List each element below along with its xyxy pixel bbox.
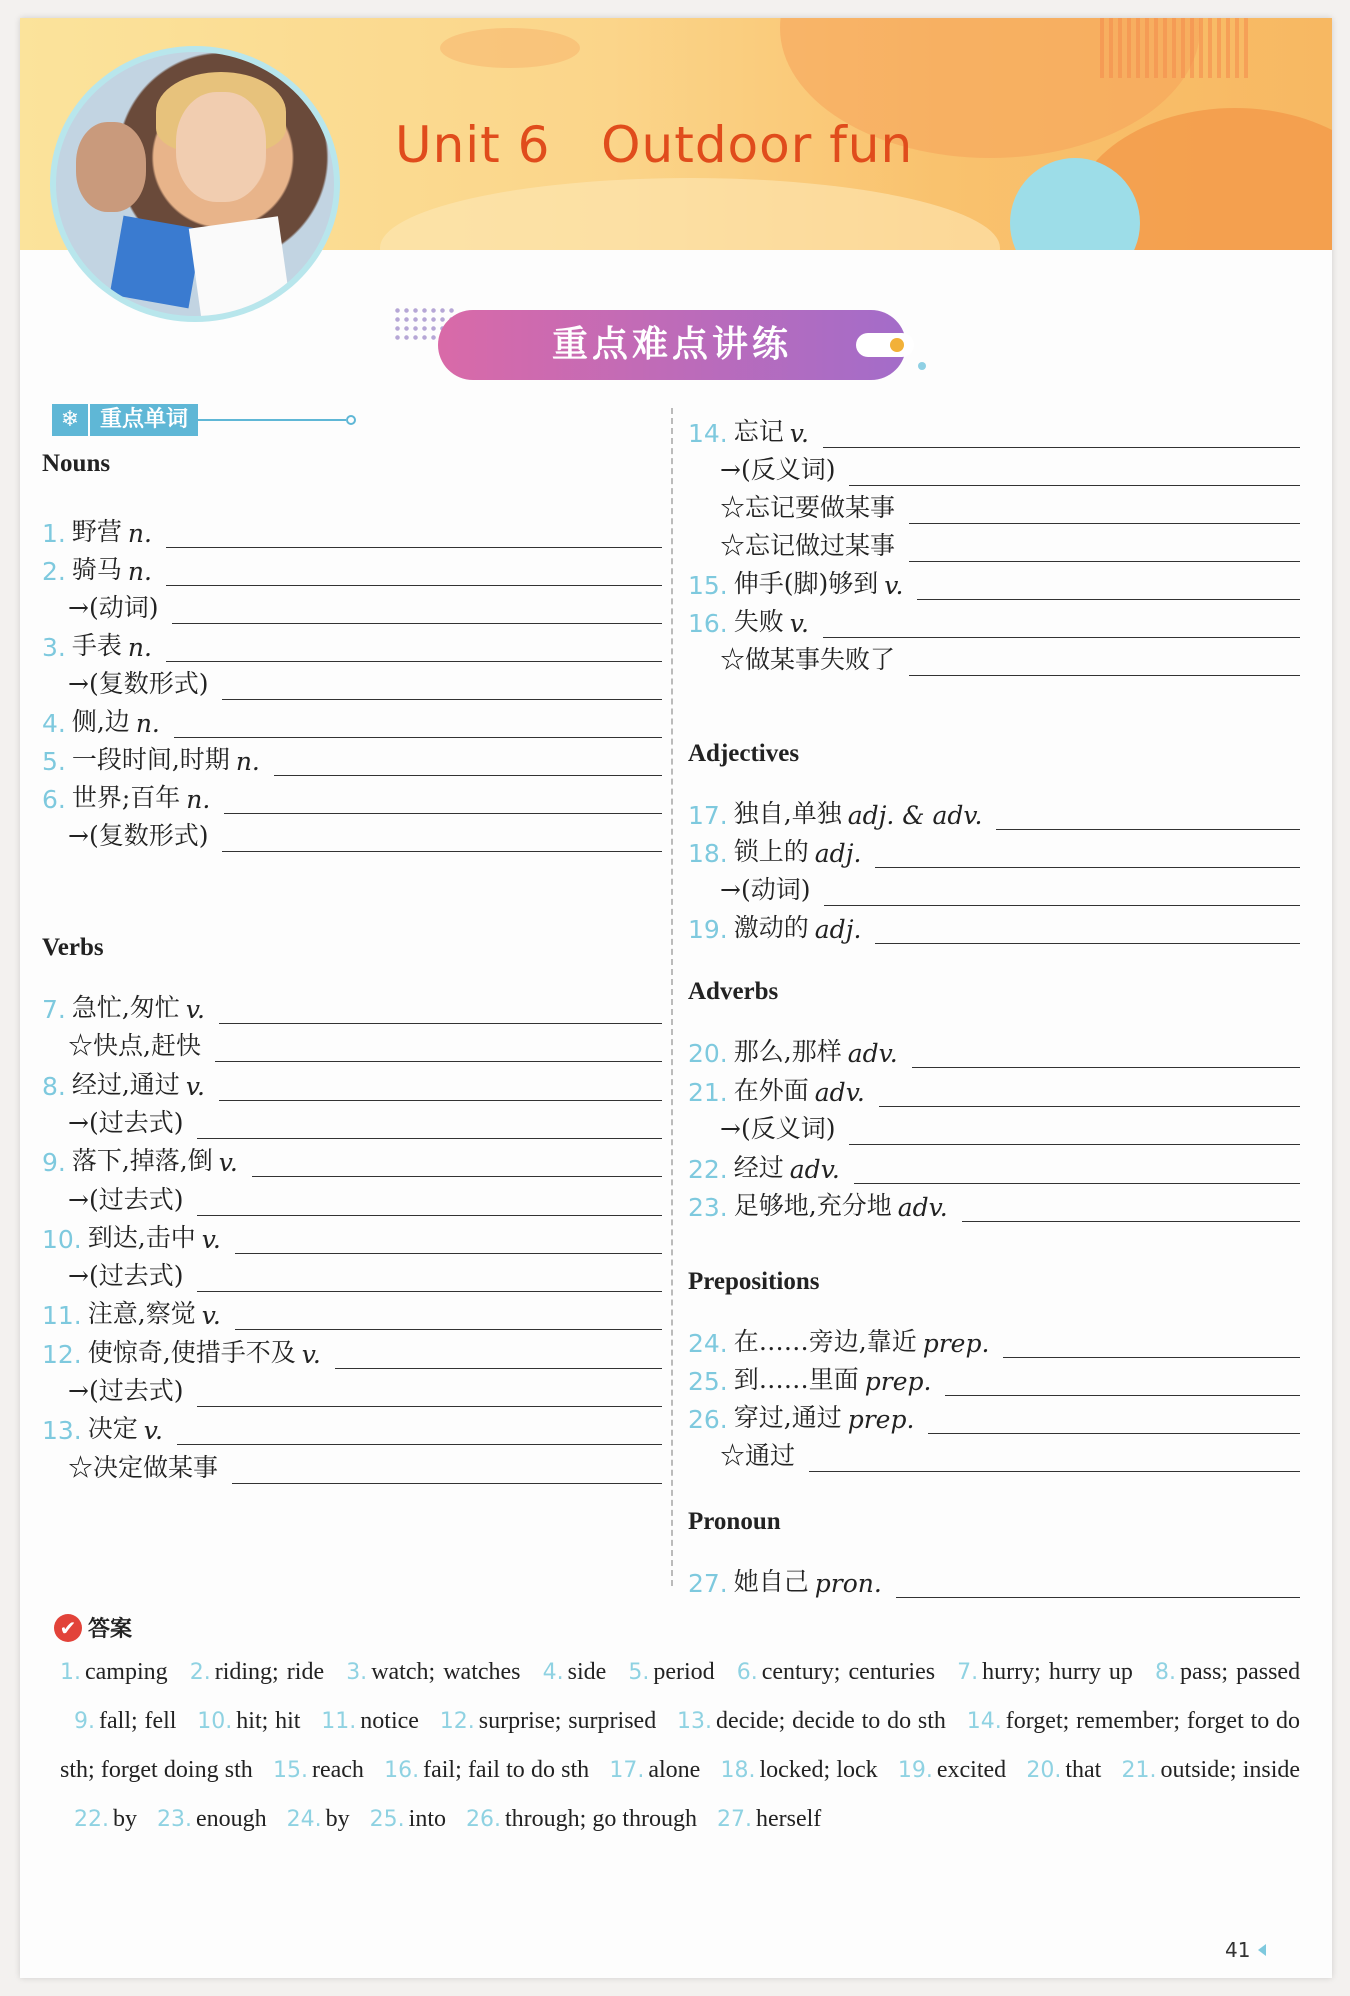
item-prompt: →(过去式) bbox=[68, 1184, 184, 1214]
item-number: 24. bbox=[688, 1329, 728, 1358]
answer-number: 27. bbox=[717, 1807, 752, 1832]
item-prompt: 在……旁边,靠近 bbox=[733, 1327, 917, 1356]
exercise-subitem bbox=[720, 1105, 1300, 1145]
item-prompt: →(动词) bbox=[68, 593, 159, 622]
part-of-speech: v. bbox=[301, 1339, 321, 1369]
part-of-speech: adj. & adv. bbox=[847, 801, 983, 830]
answer-blank[interactable] bbox=[215, 1032, 662, 1062]
part-of-speech: v. bbox=[789, 609, 809, 638]
item-number: 18. bbox=[688, 839, 728, 868]
answer-blank[interactable] bbox=[896, 1568, 1300, 1598]
item-prompt: 野营 bbox=[71, 517, 122, 546]
answer-blank[interactable] bbox=[823, 608, 1300, 638]
item-prompt: 侧,边 bbox=[71, 707, 130, 736]
item-prompt: 经过 bbox=[733, 1152, 784, 1182]
answer-text: herself bbox=[756, 1806, 822, 1832]
answer-number: 23. bbox=[157, 1807, 192, 1832]
part-of-speech: prep. bbox=[847, 1405, 915, 1434]
exercise-item bbox=[688, 828, 1300, 868]
page-number: 41 bbox=[1225, 1938, 1251, 1962]
answer-blank[interactable] bbox=[222, 822, 662, 852]
exercise-subitem bbox=[68, 1444, 662, 1484]
answer-blank[interactable] bbox=[177, 1415, 662, 1445]
item-number: 9. bbox=[42, 1148, 66, 1178]
item-prompt: ☆做某事失败了 bbox=[720, 645, 896, 674]
answer-text: that bbox=[1065, 1757, 1102, 1783]
answer-text: alone bbox=[648, 1757, 701, 1783]
answer-blank[interactable] bbox=[1003, 1328, 1300, 1358]
part-of-speech: n. bbox=[135, 709, 160, 738]
answer-text: outside; inside bbox=[1160, 1757, 1301, 1783]
item-number: 26. bbox=[688, 1405, 728, 1434]
check-icon: ✔ bbox=[54, 1614, 82, 1642]
part-of-speech: v. bbox=[218, 1148, 238, 1178]
part-of-speech: v. bbox=[185, 995, 205, 1024]
answers-heading bbox=[54, 1612, 132, 1643]
item-prompt: →(过去式) bbox=[68, 1376, 184, 1405]
answer-text: into bbox=[408, 1806, 446, 1832]
answer-text: period bbox=[653, 1659, 715, 1685]
part-of-speech: v. bbox=[884, 571, 904, 600]
exercise-item bbox=[688, 1182, 1300, 1222]
item-number: 16. bbox=[688, 609, 728, 638]
item-prompt: 到……里面 bbox=[733, 1365, 859, 1394]
item-number: 21. bbox=[688, 1077, 728, 1107]
answer-blank[interactable] bbox=[252, 1147, 662, 1177]
item-number: 3. bbox=[42, 633, 66, 662]
item-prompt: 使惊奇,使措手不及 bbox=[87, 1337, 296, 1367]
item-prompt: 急忙,匆忙 bbox=[71, 993, 180, 1022]
item-prompt: 落下,掉落,倒 bbox=[71, 1146, 213, 1176]
answer-number: 8. bbox=[1155, 1660, 1177, 1685]
item-prompt: →(过去式) bbox=[68, 1261, 184, 1291]
answers-title: 答案 bbox=[88, 1617, 133, 1642]
item-number: 1. bbox=[42, 519, 66, 548]
exercise-item bbox=[688, 790, 1300, 830]
answer-text: surprise; surprised bbox=[478, 1708, 657, 1734]
answer-blank[interactable] bbox=[174, 708, 662, 738]
item-prompt: 在外面 bbox=[733, 1075, 809, 1105]
answer-number: 6. bbox=[736, 1660, 758, 1685]
exercise-item bbox=[688, 598, 1300, 638]
exercise-item bbox=[688, 560, 1300, 600]
answer-number: 5. bbox=[628, 1660, 650, 1685]
answer-blank[interactable] bbox=[235, 1224, 662, 1254]
category-pronoun: Pronoun bbox=[688, 1508, 781, 1535]
part-of-speech: v. bbox=[143, 1416, 163, 1446]
answer-blank[interactable] bbox=[909, 532, 1300, 562]
exercise-subitem bbox=[68, 1252, 662, 1292]
answer-text: side bbox=[567, 1659, 607, 1685]
item-number: 15. bbox=[688, 571, 728, 600]
category-prepositions: Prepositions bbox=[688, 1268, 820, 1295]
answer-blank[interactable] bbox=[197, 1186, 662, 1216]
item-number: 7. bbox=[42, 995, 66, 1024]
answer-text: by bbox=[325, 1806, 350, 1832]
item-number: 27. bbox=[688, 1569, 728, 1598]
item-number: 17. bbox=[688, 801, 728, 830]
answer-blank[interactable] bbox=[335, 1339, 662, 1369]
answer-blank[interactable] bbox=[854, 1154, 1300, 1184]
item-number: 23. bbox=[688, 1193, 728, 1222]
item-prompt: 决定 bbox=[87, 1414, 138, 1444]
answer-number: 4. bbox=[542, 1660, 564, 1685]
answer-blank[interactable] bbox=[166, 556, 662, 586]
part-of-speech: adj. bbox=[814, 839, 862, 868]
part-of-speech: adv. bbox=[897, 1193, 948, 1222]
item-prompt: →(过去式) bbox=[68, 1107, 184, 1137]
item-number: 20. bbox=[688, 1039, 728, 1068]
exercise-subitem bbox=[720, 636, 1300, 676]
answer-text: watch; watches bbox=[371, 1659, 521, 1685]
column-divider bbox=[671, 408, 673, 1586]
item-number: 10. bbox=[42, 1224, 82, 1254]
item-prompt: →(反义词) bbox=[720, 455, 836, 484]
exercise-item bbox=[42, 736, 662, 776]
snowflake-icon: ❄ bbox=[52, 404, 88, 436]
item-prompt: 伸手(脚)够到 bbox=[733, 569, 879, 598]
exercise-item bbox=[42, 508, 662, 548]
exercise-item bbox=[688, 408, 1300, 448]
answer-text: fail; fail to do sth bbox=[423, 1757, 590, 1783]
item-prompt: 穿过,通过 bbox=[733, 1403, 842, 1432]
exercise-item bbox=[42, 1137, 662, 1177]
item-prompt: 那么,那样 bbox=[733, 1037, 842, 1066]
exercise-subitem bbox=[68, 660, 662, 700]
answer-blank[interactable] bbox=[197, 1262, 662, 1292]
answer-text: riding; ride bbox=[214, 1659, 325, 1685]
item-prompt: 手表 bbox=[71, 631, 122, 660]
item-number: 13. bbox=[42, 1416, 82, 1446]
part-of-speech: v. bbox=[789, 419, 809, 448]
answer-text: camping bbox=[85, 1659, 168, 1685]
exercise-item bbox=[42, 1290, 662, 1330]
exercise-item bbox=[688, 904, 1300, 944]
category-adjectives: Adjectives bbox=[688, 740, 800, 767]
answer-text: hurry; hurry up bbox=[982, 1659, 1133, 1685]
answer-blank[interactable] bbox=[222, 670, 662, 700]
answer-text: excited bbox=[936, 1757, 1007, 1783]
part-of-speech: adv. bbox=[814, 1077, 865, 1107]
key-words-label: 重点单词 bbox=[88, 404, 198, 436]
answer-blank[interactable] bbox=[172, 594, 662, 624]
answer-blank[interactable] bbox=[996, 800, 1300, 830]
answer-text: notice bbox=[360, 1708, 419, 1734]
item-number: 25. bbox=[688, 1367, 728, 1396]
exercise-item bbox=[42, 774, 662, 814]
part-of-speech: n. bbox=[186, 785, 211, 814]
item-prompt: 独自,单独 bbox=[733, 799, 842, 828]
answer-text: hit; hit bbox=[236, 1708, 301, 1734]
item-prompt: 经过,通过 bbox=[71, 1069, 180, 1099]
exercise-item bbox=[42, 546, 662, 586]
exercise-subitem bbox=[720, 866, 1300, 906]
part-of-speech: n. bbox=[235, 747, 260, 776]
unit-title: Unit 6 Outdoor fun bbox=[395, 116, 914, 174]
answer-blank[interactable] bbox=[809, 1442, 1300, 1472]
item-number: 19. bbox=[688, 915, 728, 944]
answer-number: 10. bbox=[197, 1709, 233, 1734]
item-prompt: →(反义词) bbox=[720, 1114, 836, 1143]
part-of-speech: n. bbox=[127, 557, 152, 586]
part-of-speech: n. bbox=[127, 633, 152, 662]
item-number: 8. bbox=[42, 1071, 66, 1101]
exercise-subitem bbox=[68, 1022, 662, 1062]
item-prompt: →(复数形式) bbox=[68, 821, 209, 850]
item-prompt: 一段时间,时期 bbox=[71, 745, 230, 774]
answer-blank[interactable] bbox=[197, 1109, 662, 1139]
exercise-subitem bbox=[720, 522, 1300, 562]
answer-text: pass; passed bbox=[1180, 1659, 1301, 1685]
answer-blank[interactable] bbox=[274, 746, 662, 776]
answer-number: 17. bbox=[609, 1758, 645, 1783]
answer-number: 12. bbox=[439, 1709, 475, 1734]
answer-blank[interactable] bbox=[823, 418, 1300, 448]
answer-number: 20. bbox=[1026, 1758, 1062, 1783]
answer-number: 25. bbox=[369, 1807, 405, 1832]
students-photo bbox=[50, 46, 340, 322]
answer-blank[interactable] bbox=[166, 632, 662, 662]
answer-blank[interactable] bbox=[962, 1192, 1300, 1222]
answer-text: century; centuries bbox=[761, 1659, 936, 1685]
exercise-subitem bbox=[68, 584, 662, 624]
answer-blank[interactable] bbox=[224, 784, 662, 814]
item-number: 11. bbox=[42, 1301, 82, 1331]
section-heading bbox=[438, 310, 906, 380]
part-of-speech: v. bbox=[185, 1071, 205, 1101]
part-of-speech: pron. bbox=[814, 1569, 882, 1598]
answer-text: reach bbox=[311, 1757, 364, 1783]
exercise-subitem bbox=[720, 446, 1300, 486]
answer-text: decide; decide to do sth bbox=[716, 1708, 946, 1734]
item-prompt: 注意,察觉 bbox=[87, 1299, 196, 1329]
answer-blank[interactable] bbox=[219, 1071, 662, 1101]
answer-number: 15. bbox=[272, 1758, 308, 1783]
exercise-item bbox=[42, 1329, 662, 1369]
exercise-item bbox=[42, 1405, 662, 1445]
exercise-item bbox=[688, 1144, 1300, 1184]
item-number: 2. bbox=[42, 557, 66, 586]
item-prompt: 忘记 bbox=[733, 417, 784, 446]
item-prompt: 她自己 bbox=[733, 1567, 809, 1596]
answer-text: locked; lock bbox=[759, 1757, 878, 1783]
part-of-speech: adj. bbox=[814, 915, 862, 944]
item-prompt: 骑马 bbox=[71, 555, 122, 584]
answer-text: by bbox=[113, 1806, 137, 1832]
answer-blank[interactable] bbox=[909, 646, 1300, 676]
answer-blank[interactable] bbox=[824, 876, 1300, 906]
answer-number: 11. bbox=[321, 1709, 357, 1734]
answer-blank[interactable] bbox=[235, 1300, 662, 1330]
part-of-speech: prep. bbox=[922, 1329, 990, 1358]
exercise-item bbox=[688, 1067, 1300, 1107]
part-of-speech: v. bbox=[201, 1301, 221, 1331]
item-prompt: 激动的 bbox=[733, 913, 809, 942]
answer-blank[interactable] bbox=[875, 838, 1300, 868]
answer-blank[interactable] bbox=[912, 1038, 1300, 1068]
page-marker-icon bbox=[1258, 1944, 1266, 1956]
answer-blank[interactable] bbox=[197, 1377, 662, 1407]
exercise-item bbox=[42, 1214, 662, 1254]
answer-text: enough bbox=[196, 1806, 267, 1832]
answer-number: 13. bbox=[677, 1709, 713, 1734]
answer-blank[interactable] bbox=[219, 994, 662, 1024]
item-number: 4. bbox=[42, 709, 66, 738]
answer-number: 3. bbox=[346, 1660, 368, 1685]
item-prompt: ☆决定做某事 bbox=[68, 1452, 219, 1482]
category-nouns: Nouns bbox=[42, 450, 111, 477]
exercise-item bbox=[688, 1028, 1300, 1068]
answer-text: fall; fell bbox=[99, 1708, 177, 1734]
category-verbs: Verbs bbox=[42, 934, 104, 961]
answer-number: 18. bbox=[720, 1758, 756, 1783]
part-of-speech: adv. bbox=[847, 1039, 898, 1068]
textbook-page bbox=[20, 18, 1332, 1978]
item-prompt: 世界;百年 bbox=[71, 783, 181, 812]
exercise-item bbox=[42, 1061, 662, 1101]
answer-number: 24. bbox=[286, 1807, 322, 1832]
answer-number: 22. bbox=[74, 1807, 109, 1832]
section-heading-text: 重点难点讲练 bbox=[551, 324, 792, 365]
exercise-item bbox=[688, 1558, 1300, 1598]
exercise-item bbox=[42, 622, 662, 662]
part-of-speech: n. bbox=[127, 519, 152, 548]
answer-text: through; go through bbox=[505, 1806, 697, 1832]
answer-blank[interactable] bbox=[909, 494, 1300, 524]
answer-blank[interactable] bbox=[875, 914, 1300, 944]
part-of-speech: prep. bbox=[864, 1367, 932, 1396]
exercise-subitem bbox=[720, 484, 1300, 524]
answer-number: 14. bbox=[966, 1709, 1002, 1734]
item-prompt: 锁上的 bbox=[733, 837, 809, 866]
item-number: 14. bbox=[688, 419, 728, 448]
answer-blank[interactable] bbox=[945, 1366, 1300, 1396]
answer-number: 16. bbox=[384, 1758, 420, 1783]
answer-blank[interactable] bbox=[232, 1454, 662, 1484]
key-words-tag bbox=[52, 404, 356, 436]
exercise-subitem bbox=[68, 1099, 662, 1139]
item-prompt: ☆忘记做过某事 bbox=[720, 531, 896, 560]
item-prompt: 失败 bbox=[733, 607, 784, 636]
category-adverbs: Adverbs bbox=[688, 978, 779, 1005]
answer-blank[interactable] bbox=[917, 570, 1300, 600]
exercise-subitem bbox=[720, 1432, 1300, 1472]
item-prompt: →(动词) bbox=[720, 875, 811, 904]
answer-number: 2. bbox=[189, 1660, 211, 1685]
exercise-subitem bbox=[68, 1176, 662, 1216]
answer-number: 9. bbox=[74, 1709, 95, 1734]
item-prompt: ☆通过 bbox=[720, 1441, 796, 1470]
answer-blank[interactable] bbox=[166, 518, 662, 548]
exercise-subitem bbox=[68, 812, 662, 852]
answers-block bbox=[60, 1648, 1300, 1844]
item-prompt: 到达,击中 bbox=[87, 1222, 196, 1252]
part-of-speech: v. bbox=[201, 1224, 221, 1254]
item-number: 5. bbox=[42, 747, 66, 776]
answer-text: forget; remember; forget to do sth; forget doing sth bbox=[60, 1708, 1301, 1783]
item-prompt: →(复数形式) bbox=[68, 669, 209, 698]
answer-number: 19. bbox=[897, 1758, 933, 1783]
item-number: 6. bbox=[42, 785, 66, 814]
answer-number: 21. bbox=[1121, 1758, 1157, 1783]
item-number: 12. bbox=[42, 1339, 82, 1369]
part-of-speech: adv. bbox=[789, 1154, 840, 1184]
answer-blank[interactable] bbox=[879, 1077, 1300, 1107]
answer-number: 1. bbox=[60, 1660, 81, 1685]
item-prompt: 足够地,充分地 bbox=[733, 1191, 892, 1220]
answer-number: 26. bbox=[466, 1807, 501, 1832]
item-number: 22. bbox=[688, 1154, 728, 1184]
answer-blank[interactable] bbox=[849, 456, 1300, 486]
exercise-item bbox=[688, 1318, 1300, 1358]
item-prompt: ☆快点,赶快 bbox=[68, 1031, 201, 1061]
answer-number: 7. bbox=[957, 1660, 979, 1685]
answer-blank[interactable] bbox=[849, 1115, 1300, 1145]
answer-blank[interactable] bbox=[928, 1404, 1300, 1434]
exercise-item bbox=[688, 1394, 1300, 1434]
exercise-item bbox=[42, 984, 662, 1024]
exercise-item bbox=[688, 1356, 1300, 1396]
exercise-subitem bbox=[68, 1367, 662, 1407]
exercise-item bbox=[42, 698, 662, 738]
item-prompt: ☆忘记要做某事 bbox=[720, 493, 896, 522]
